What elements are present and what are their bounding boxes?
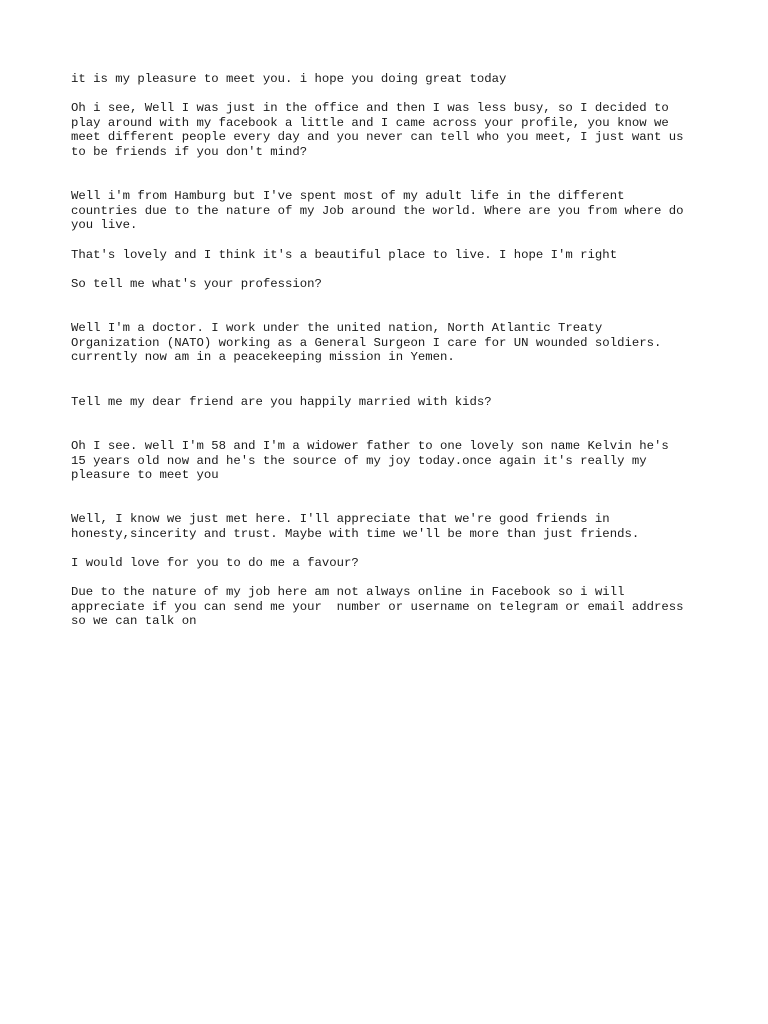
paragraph-introduction: Oh i see, Well I was just in the office and then I was less busy, so I decided to play around with my facebook a little and I came across your profile, you know we meet different people every day and you never can tell who you meet, I just want us to be friends if you don't mind? [71,101,684,159]
paragraph-favour: I would love for you to do me a favour? [71,556,359,570]
paragraph-friends: Well, I know we just met here. I'll appreciate that we're good friends in honesty,sincerity and trust. Maybe with time we'll be more than just friends. [71,512,640,541]
paragraph-greeting: it is my pleasure to meet you. i hope you doing great today [71,72,507,86]
paragraph-contact-request: Due to the nature of my job here am not always online in Facebook so i will appreciate if you can send me your number or username on telegram or email address so we can talk on [71,585,684,629]
paragraph-doctor: Well I'm a doctor. I work under the united nation, North Atlantic Treaty Organization (NATO) working as a General Surgeon I care for UN wounded soldiers. currently now am in a peacekeeping mission in Yemen. [71,321,662,365]
paragraph-married-question: Tell me my dear friend are you happily married with kids? [71,395,492,409]
paragraph-profession-question: So tell me what's your profession? [71,277,322,291]
paragraph-lovely-place: That's lovely and I think it's a beautiful place to live. I hope I'm right [71,248,618,262]
paragraph-origin: Well i'm from Hamburg but I've spent most of my adult life in the different countries due to the nature of my Job around the world. Where are you from where do you live. [71,189,684,233]
paragraph-widower: Oh I see. well I'm 58 and I'm a widower father to one lovely son name Kelvin he's 15 years old now and he's the source of my joy today.once again it's really my pleasure to meet you [71,439,669,483]
